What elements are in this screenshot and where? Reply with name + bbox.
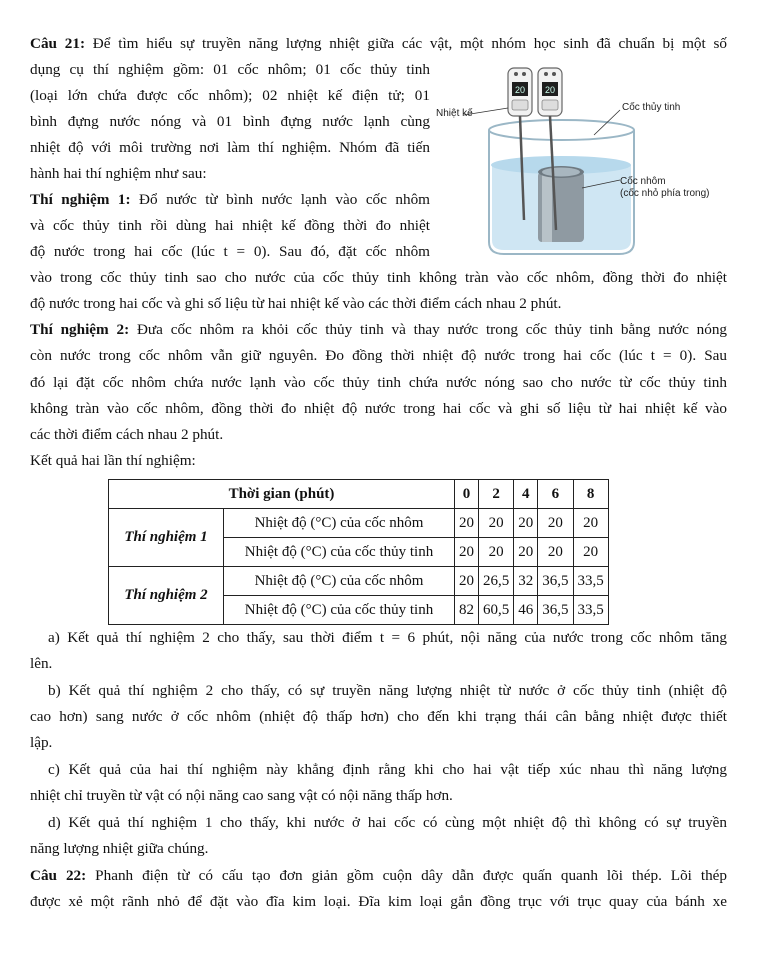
cell: 20 <box>538 538 573 567</box>
exp1-line-4: vào trong cốc thủy tinh sao cho nước của cốc thủy tinh không tràn vào cốc nhôm, đồng thời đo nhiệt <box>30 269 727 286</box>
results-intro: Kết quả hai lần thí nghiệm: <box>30 452 196 469</box>
q21-line-4: bình đựng nước nóng và 01 bình đựng nước lạnh cùng <box>30 113 430 130</box>
cell: 36,5 <box>538 596 573 625</box>
statement-b-line-3: lập. <box>30 734 53 751</box>
q21-line-2: dụng cụ thí nghiệm gồm: 01 cốc nhôm; 01 cốc thủy tinh <box>30 61 430 78</box>
statement-d-line-1: d) Kết quả thí nghiệm 1 cho thấy, khi nước ở hai cốc có cùng một nhiệt độ thì không có sự truyền <box>48 814 727 831</box>
row-label: Nhiệt độ (°C) của cốc thủy tinh <box>224 538 455 567</box>
cell: 20 <box>455 509 479 538</box>
row-label: Nhiệt độ (°C) của cốc thủy tinh <box>224 596 455 625</box>
cell: 20 <box>479 509 514 538</box>
row-label: Nhiệt độ (°C) của cốc nhôm <box>224 509 455 538</box>
exp2-line-1: Thí nghiệm 2: Đưa cốc nhôm ra khỏi cốc thủy tinh và thay nước trong cốc thủy tinh bằng nước nóng <box>30 321 728 338</box>
statement-b-line-2: cao hơn) sang nước ở cốc nhôm (nhiệt độ thấp hơn) cho đến khi trạng thái cân bằng nhiệt được thiết <box>30 708 727 725</box>
exp1-label: Thí nghiệm 1: <box>30 191 131 208</box>
cell: 20 <box>455 567 479 596</box>
thermometer-2-display: 20 <box>544 85 556 95</box>
q21-line-5: nhiệt độ với môi trường nơi làm thí nghiệm. Nhóm đã tiến <box>30 139 430 156</box>
statement-a-line-1: a) Kết quả thí nghiệm 2 cho thấy, sau thời điểm t = 6 phút, nội năng của nước trong cốc nhôm tăng <box>48 629 727 646</box>
header-time-4: 4 <box>514 480 538 509</box>
exp1-line-3: độ nước trong hai cốc (lúc t = 0). Sau đó, đặt cốc nhôm <box>30 243 430 260</box>
table-row <box>109 509 609 538</box>
cell: 20 <box>479 538 514 567</box>
cell: 82 <box>455 596 479 625</box>
cell: 20 <box>514 509 538 538</box>
experiment-figure <box>434 60 734 260</box>
cell: 20 <box>573 538 608 567</box>
q22-line-1: Câu 22: Phanh điện từ có cấu tạo đơn giản gồm cuộn dây dẫn được quấn quanh lõi thép. Lõi thép <box>30 867 727 884</box>
statement-d-line-2: năng lượng nhiệt giữa chúng. <box>30 840 209 857</box>
thermometer-1-display: 20 <box>514 85 526 95</box>
q22-label: Câu 22: <box>30 867 87 884</box>
statement-c-line-1: c) Kết quả của hai thí nghiệm này khẳng định rằng khi cho hai vật tiếp xúc nhau thì năng lượng <box>48 761 727 778</box>
exp2-line-5: các thời điểm cách nhau 2 phút. <box>30 426 224 443</box>
cell: 60,5 <box>479 596 514 625</box>
label-aluminium-cup: Cốc nhôm <box>620 176 666 187</box>
q21-line-6: hành hai thí nghiệm như sau: <box>30 165 207 182</box>
exp1-line-2: và cốc thủy tinh rồi dùng hai nhiệt kế đồng thời đo nhiệt <box>30 217 430 234</box>
header-time-0: 0 <box>455 480 479 509</box>
q21-label: Câu 21: <box>30 35 86 52</box>
row-label: Nhiệt độ (°C) của cốc nhôm <box>224 567 455 596</box>
group-exp1: Thí nghiệm 1 <box>109 509 224 567</box>
cell: 33,5 <box>573 567 608 596</box>
group-exp2: Thí nghiệm 2 <box>109 567 224 625</box>
thermometer-glass-illustration <box>434 60 734 260</box>
header-time-2: 2 <box>479 480 514 509</box>
q22-line-2: được xẻ một rãnh nhỏ để đặt vào đĩa kim loại. Đĩa kim loại gắn đồng trục với trục quay của bánh xe <box>30 893 727 910</box>
label-aluminium-cup-note: (cốc nhỏ phía trong) <box>620 188 710 199</box>
statement-c-line-2: nhiệt chỉ truyền từ vật có nội năng cao sang vật có nội năng thấp hơn. <box>30 787 453 804</box>
header-time: Thời gian (phút) <box>109 480 455 509</box>
cell: 20 <box>573 509 608 538</box>
cell: 46 <box>514 596 538 625</box>
statement-a-line-2: lên. <box>30 655 53 672</box>
q21-line-1: Câu 21: Để tìm hiểu sự truyền năng lượng nhiệt giữa các vật, một nhóm học sinh đã chuẩn bị một số <box>30 35 727 52</box>
exp2-label: Thí nghiệm 2: <box>30 321 130 338</box>
exp2-line-2: còn nước trong cốc nhôm vẫn giữ nguyên. Đo đồng thời nhiệt độ nước trong hai cốc (lúc t = 0). Sau <box>30 347 727 364</box>
cell: 20 <box>514 538 538 567</box>
table-row <box>109 567 609 596</box>
cell: 26,5 <box>479 567 514 596</box>
cell: 33,5 <box>573 596 608 625</box>
table-header-row <box>109 480 609 509</box>
label-glass: Cốc thủy tinh <box>622 102 681 113</box>
cell: 20 <box>455 538 479 567</box>
cell: 20 <box>538 509 573 538</box>
q21-line-3: (loại lớn chứa được cốc nhôm); 02 nhiệt kế điện tử; 01 <box>30 87 430 104</box>
exp2-line-4: không tràn vào cốc nhôm, đồng thời đo nhiệt độ nước trong hai cốc và ghi số liệu từ hai nhiệt kế vào <box>30 400 727 417</box>
cell: 32 <box>514 567 538 596</box>
exp1-line-1: Thí nghiệm 1: Đổ nước từ bình nước lạnh vào cốc nhôm <box>30 191 430 208</box>
results-table <box>108 479 609 625</box>
statement-b-line-1: b) Kết quả thí nghiệm 2 cho thấy, có sự truyền năng lượng nhiệt từ nước ở cốc thủy tinh (nhiệt độ <box>48 682 727 699</box>
exp1-line-5: độ nước trong hai cốc và ghi số liệu từ hai nhiệt kế vào các thời điểm cách nhau 2 phút. <box>30 295 562 312</box>
exp2-line-3: đó lại đặt cốc nhôm chứa nước lạnh vào cốc thủy tinh chứa nước nóng sao cho nước từ cốc thủy tinh <box>30 374 727 391</box>
header-time-8: 8 <box>573 480 608 509</box>
cell: 36,5 <box>538 567 573 596</box>
header-time-6: 6 <box>538 480 573 509</box>
label-thermometer: Nhiệt kế <box>436 108 473 119</box>
